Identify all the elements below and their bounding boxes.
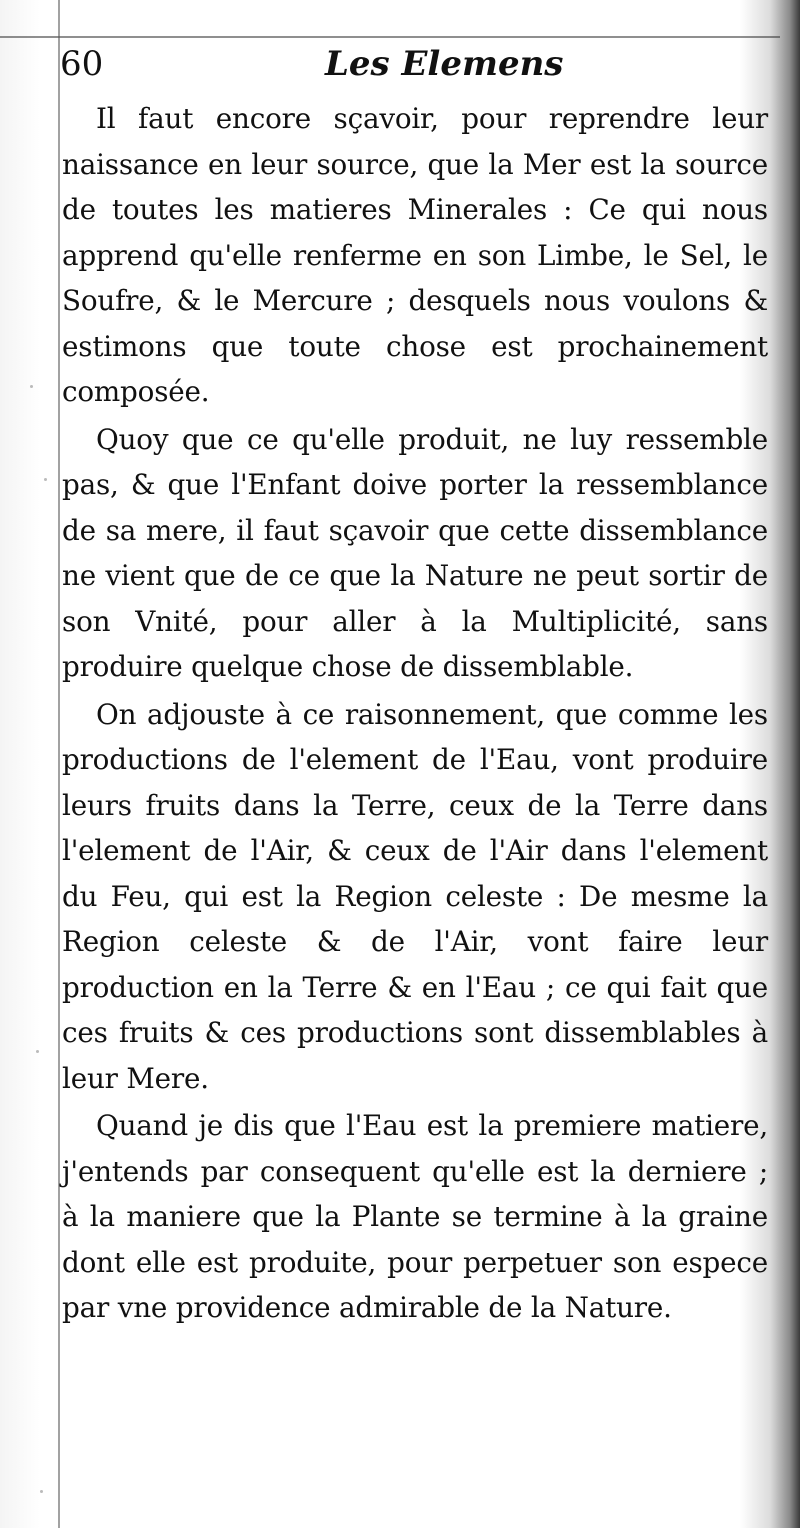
paper-speck xyxy=(44,478,47,481)
header-rule xyxy=(0,36,780,38)
margin-rule xyxy=(58,0,60,1528)
running-title: Les Elemens xyxy=(325,44,564,84)
paragraph: On adjouste à ce raisonnement, que comme les productions de l'element de l'Eau, vont produire leurs fruits dans la Terre, ceux de la Terre dans l'element de l'Air, & ceux de l'Air dans l'element du Feu, qui est la Region celeste : De mesme la Region celeste & de l'Air, vont faire leur production en la Terre & en l'Eau ; ce qui fait que ces fruits & ces productions sont dissemblables à leur Mere. xyxy=(62,697,768,1095)
paragraph: Il faut encore sçavoir, pour reprendre leur naissance en leur source, que la Mer est la source de toutes les matieres Minerales : Ce qui nous apprend qu'elle renferme en son Limbe, le Sel, le Soufre, & le Mercure ; desquels nous voulons & estimons que toute chose est prochainement composée. xyxy=(62,102,768,408)
running-head xyxy=(60,42,760,88)
paper-speck xyxy=(36,1050,39,1053)
paper-speck xyxy=(30,385,33,388)
paragraph: Quoy que ce qu'elle produit, ne luy ressemble pas, & que l'Enfant doive porter la ressemblance de sa mere, il faut sçavoir que cette dissemblance ne vient que de ce que la Nature ne peut sortir de son Vnité, pour aller à la Multiplicité, sans produire quelque chose de dissemblable. xyxy=(62,422,768,683)
body-text xyxy=(62,96,768,1331)
paper-speck xyxy=(40,1490,43,1493)
page-number: 60 xyxy=(60,44,104,84)
paragraph: Quand je dis que l'Eau est la premiere matiere, j'entends par consequent qu'elle est la derniere ; à la maniere que la Plante se termine à la graine dont elle est produite, pour perpetuer son espece par vne providence admirable de la Nature. xyxy=(62,1109,768,1324)
